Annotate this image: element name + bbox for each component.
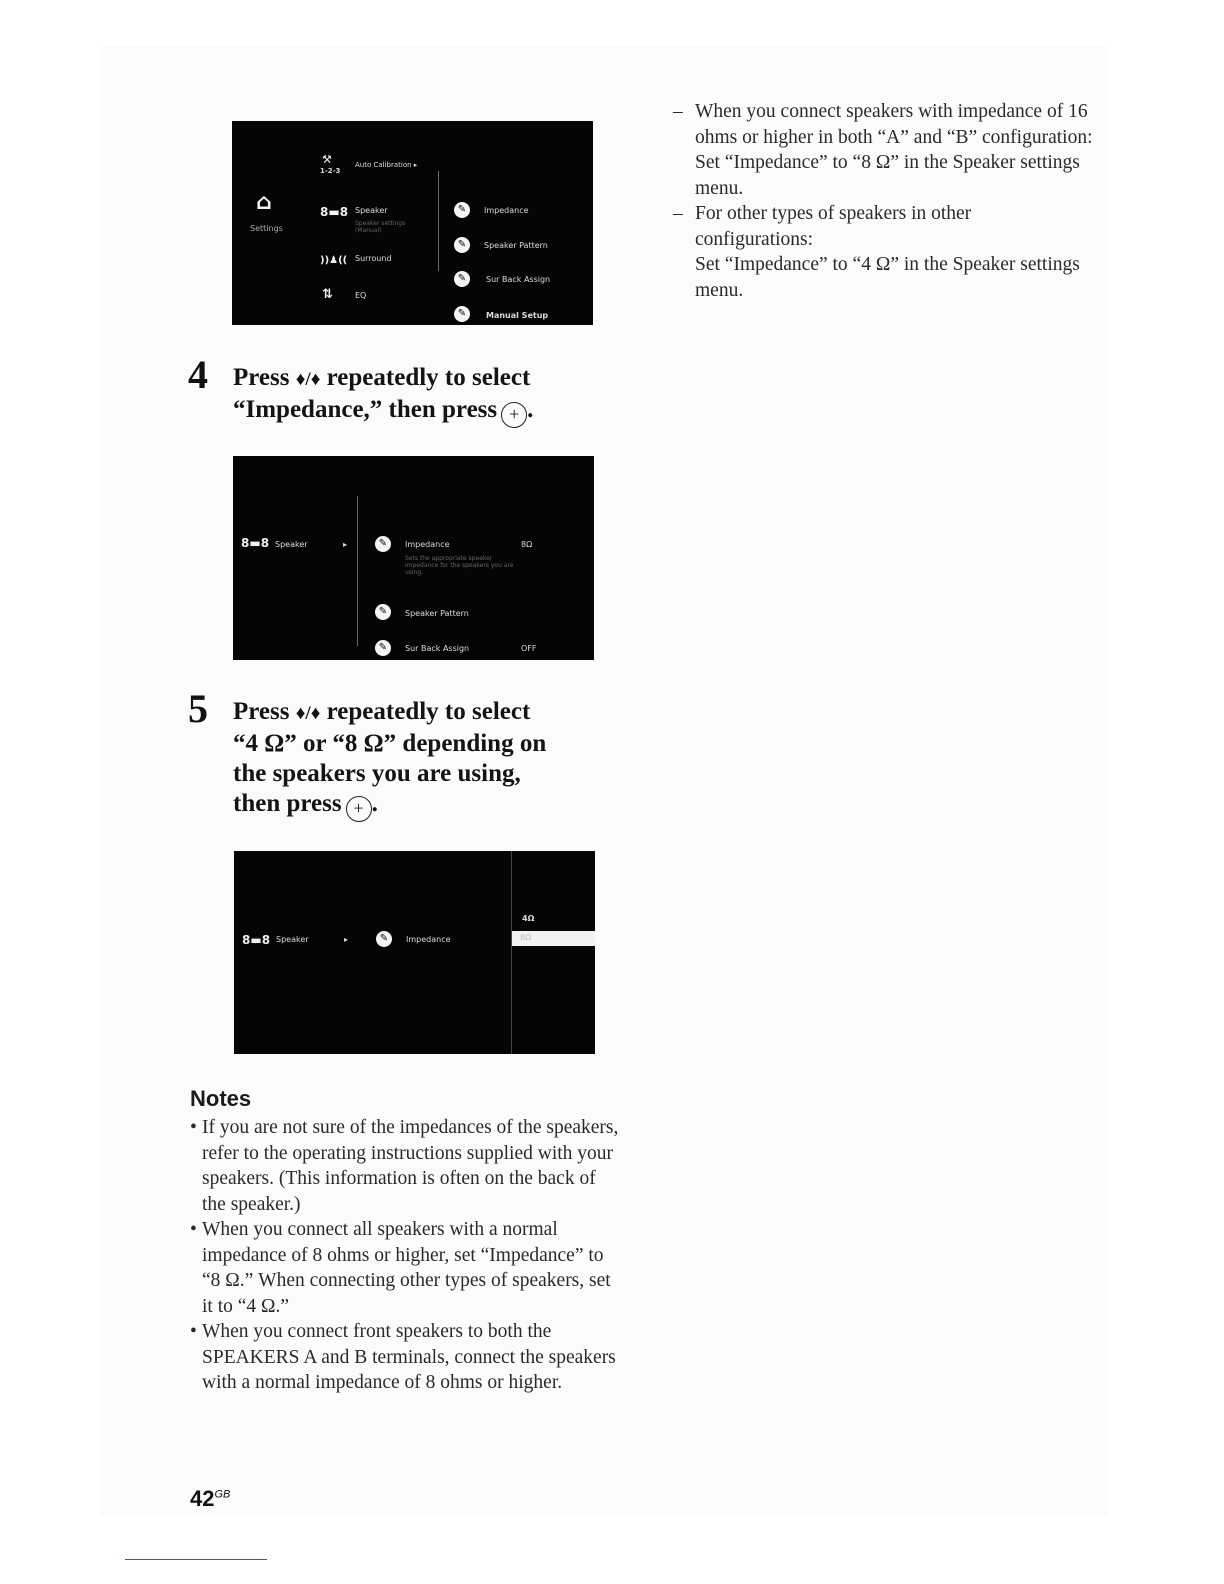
impedance-help-text: Sets the appropriate speaker impedance for the speakers you are using. <box>405 555 514 576</box>
wrench-disc-icon: ✎ <box>454 237 470 253</box>
up-down-arrows-icon: ♦/♦ <box>295 369 321 390</box>
enter-button-icon: + <box>346 796 372 822</box>
page-number-suffix: GB <box>214 1488 231 1501</box>
note-text: When you connect all speakers with a normal impedance of 8 ohms or higher, set “Impedance” to “8 Ω.” When connecting other types of speakers, set it to “4 Ω.” <box>202 1219 611 1317</box>
page-number-value: 42 <box>190 1486 215 1511</box>
wrench-disc-icon: ✎ <box>454 306 470 322</box>
option-speaker-pattern: Speaker Pattern <box>484 241 548 250</box>
surround-icon: ))♟(( <box>320 255 348 266</box>
settings-label: Settings <box>250 224 283 233</box>
wrench-disc-icon: ✎ <box>375 536 391 552</box>
option-impedance: Impedance <box>484 206 529 215</box>
step-5-line1-post: repeatedly to select <box>320 698 531 725</box>
note-text: When you connect front speakers to both the SPEAKERS A and B terminals, connect the speakers with a normal impedance of 8 ohms or higher. <box>202 1321 616 1393</box>
option-8-ohm-highlight[interactable] <box>512 931 595 946</box>
menu-divider <box>357 496 358 646</box>
option-manual-setup: Manual Setup <box>486 311 549 320</box>
step-5-line1-pre: Press <box>233 698 296 725</box>
option-8-ohm: 8Ω <box>520 933 532 942</box>
dash-marker: – <box>673 101 683 122</box>
dash-marker: – <box>673 203 683 224</box>
instruction-text: Set “Impedance” to “8 Ω” in the Speaker settings menu. <box>695 152 1080 199</box>
condition-text: For other types of speakers in other configurations: <box>695 203 972 250</box>
step-4-instruction <box>233 363 533 428</box>
menu-divider <box>438 171 439 271</box>
impedance-conditions <box>673 99 1093 303</box>
eq-item: EQ <box>355 291 367 300</box>
step-5-line2: “4 Ω” or “8 Ω” depending on <box>233 730 547 757</box>
wrench-disc-icon: ✎ <box>376 931 392 947</box>
popup-divider <box>511 851 512 1054</box>
step-5-line4: then press <box>233 790 342 817</box>
wrench-disc-icon: ✎ <box>375 604 391 620</box>
instruction-text: Set “Impedance” to “4 Ω” in the Speaker settings menu. <box>695 254 1080 301</box>
step-4-line2: “Impedance,” then press <box>233 396 498 423</box>
step-4-end: . <box>527 396 534 423</box>
option-speaker-pattern: Speaker Pattern <box>405 609 469 618</box>
step-4-number: 4 <box>188 352 208 397</box>
step-5-number: 5 <box>188 686 208 731</box>
impedance-value: 8Ω <box>521 540 533 549</box>
step-4-line1-post: repeatedly to select <box>320 364 531 391</box>
step-5-instruction <box>233 697 546 822</box>
note-text: If you are not sure of the impedances of the speakers, refer to the operating instructions supplied with your speakers. (This information is often on the back of the speaker.) <box>202 1117 619 1215</box>
bullet-marker: • <box>190 1321 197 1342</box>
condition-item <box>673 99 1093 201</box>
submenu-arrow: ▸ <box>343 540 348 549</box>
wrench-disc-icon: ✎ <box>454 202 470 218</box>
step-5-line3: the speakers you are using, <box>233 760 521 787</box>
auto-calibration-icon-label: 1-2-3 <box>320 167 341 175</box>
up-down-arrows-icon: ♦/♦ <box>295 703 321 724</box>
wrench-icon: ⚒ <box>322 153 332 166</box>
page-number <box>190 1486 230 1512</box>
submenu-arrow: ▸ <box>344 935 349 944</box>
note-item <box>190 1217 620 1319</box>
footer-rule <box>125 1559 267 1560</box>
option-sur-back-assign: Sur Back Assign <box>405 644 470 653</box>
surround-item: Surround <box>355 254 392 263</box>
impedance-menu-screenshot <box>233 456 594 660</box>
option-sur-back-assign: Sur Back Assign <box>486 275 551 284</box>
auto-calibration-item: Auto Calibration ▸ <box>355 161 418 169</box>
sur-back-value: OFF <box>521 644 537 653</box>
speaker-icon: 8▬8 <box>242 933 271 947</box>
note-item <box>190 1115 620 1217</box>
notes-heading: Notes <box>190 1086 252 1111</box>
toolbox-icon: ⌂ <box>256 190 272 215</box>
condition-item <box>673 201 1093 303</box>
speaker-item: Speaker <box>275 540 308 549</box>
option-4-ohm[interactable]: 4Ω <box>522 914 535 923</box>
notes-list <box>190 1115 620 1396</box>
eq-icon: ⇅ <box>322 287 333 302</box>
speaker-item: Speaker <box>355 206 388 215</box>
step-5-end: . <box>371 790 378 817</box>
note-item <box>190 1319 620 1396</box>
speaker-item: Speaker <box>276 935 309 944</box>
wrench-disc-icon: ✎ <box>454 271 470 287</box>
bullet-marker: • <box>190 1219 197 1240</box>
step-4-line1-pre: Press <box>233 364 296 391</box>
option-impedance: Impedance <box>405 540 450 549</box>
speaker-settings-hint: Speaker settings (Manual) <box>355 220 406 234</box>
enter-button-icon: + <box>501 402 527 428</box>
impedance-select-screenshot <box>234 851 595 1054</box>
condition-text: When you connect speakers with impedance of 16 ohms or higher in both “A” and “B” configuration: <box>695 101 1093 148</box>
speaker-icon: 8▬8 <box>241 536 270 550</box>
wrench-disc-icon: ✎ <box>375 640 391 656</box>
bullet-marker: • <box>190 1117 197 1138</box>
settings-menu-screenshot <box>232 121 593 325</box>
speaker-icon: 8▬8 <box>320 205 349 219</box>
option-impedance: Impedance <box>406 935 451 944</box>
